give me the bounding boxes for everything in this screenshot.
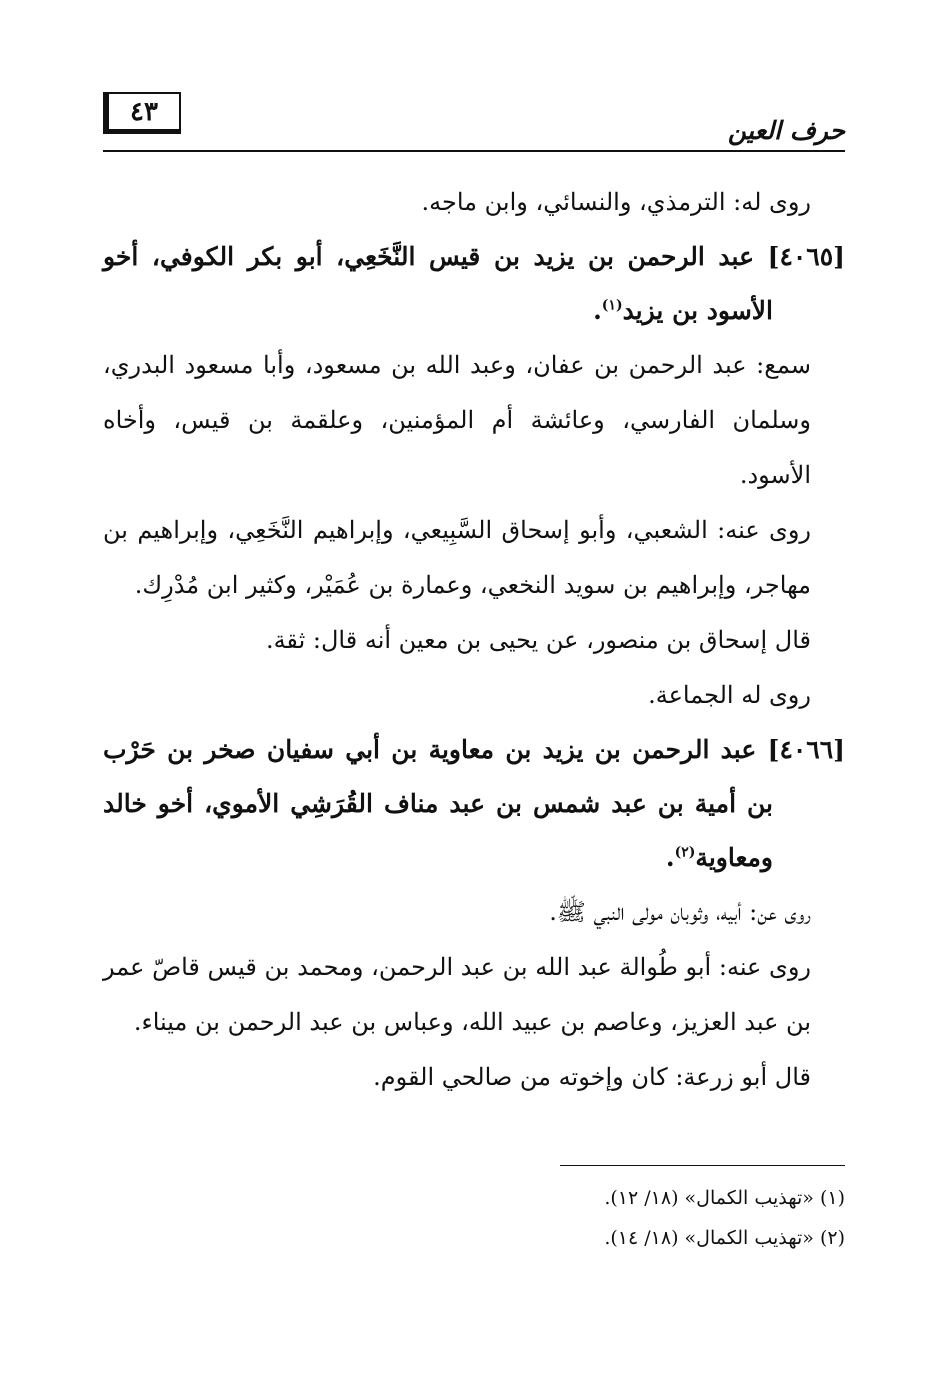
main-text — [103, 175, 845, 1105]
footnote-ref: (١) — [601, 297, 623, 314]
page-header — [103, 90, 845, 152]
paragraph: روى عنه: الشعبي، وأبو إسحاق السَّبِيعي، وإبراهيم النَّخَعِي، وإبراهيم بن مهاجر، وإبراهيم بن سويد النخعي، وعمارة بن عُمَيْر، وكثير ابن مُدْرِك. — [103, 516, 811, 599]
paragraph: روى عنه: أبو طُوالة عبد الله بن عبد الرحمن، ومحمد بن قيس قاصّ عمر بن عبد العزيز، وعاصم بن عبيد الله، وعباس بن عبد الرحمن بن ميناء. — [103, 953, 811, 1036]
paragraph: سمع: عبد الرحمن بن عفان، وعبد الله بن مسعود، وأبا مسعود البدري، وسلمان الفارسي، وعائشة أم المؤمنين، وعلقمة بن قيس، وأخاه الأسود. — [103, 351, 811, 489]
entry-title: عبد الرحمن بن يزيد بن قيس النَّخَعِي، أبو بكر الكوفي، أخو الأسود بن يزيد — [103, 242, 773, 325]
narrators-line: روى له: الترمذي، والنسائي، وابن ماجه. — [421, 188, 811, 216]
footnote-1: (١) «تهذيب الكمال» (١٨/ ١٢). — [604, 1187, 845, 1209]
paragraph: روى له الجماعة. — [648, 681, 811, 709]
entry-number: [٤٠٦٦] — [767, 735, 845, 764]
footnote-rule — [560, 1165, 845, 1166]
header-rule — [103, 150, 845, 152]
entry-number: [٤٠٦٥] — [767, 242, 845, 271]
paragraph: قال إسحاق بن منصور، عن يحيى بن معين أنه قال: ثقة. — [265, 626, 811, 654]
paragraph: روى عن: أبيه، وثوبان مولى النبي ﷺ. — [549, 898, 811, 926]
entry-4066: [٤٠٦٦] عبد الرحمن بن يزيد بن معاوية بن أبي سفيان صخر بن حَرْب بن أمية بن عبد شمس بن عبد مناف القُرَشِي الأموي، أخو خالد ومعاوية$^{(٢)}$. — [103, 735, 845, 872]
running-title: حرف العين — [727, 116, 845, 145]
entry-title: عبد الرحمن بن يزيد بن معاوية بن أبي سفيان صخر بن حَرْب بن أمية بن عبد شمس بن عبد مناف القُرَشِي الأموي، أخو خالد ومعاوية — [103, 735, 773, 872]
footnote-ref: (٢) — [674, 844, 696, 861]
page-number: ٤٣ — [103, 92, 181, 134]
paragraph: قال أبو زرعة: كان وإخوته من صالحي القوم. — [373, 1063, 811, 1091]
footnotes — [103, 1178, 845, 1258]
entry-4065: [٤٠٦٥] عبد الرحمن بن يزيد بن قيس النَّخَعِي، أبو بكر الكوفي، أخو الأسود بن يزيد$^{(١)}$. — [103, 242, 845, 325]
footnote-2: (٢) «تهذيب الكمال» (١٨/ ١٤). — [604, 1227, 845, 1249]
